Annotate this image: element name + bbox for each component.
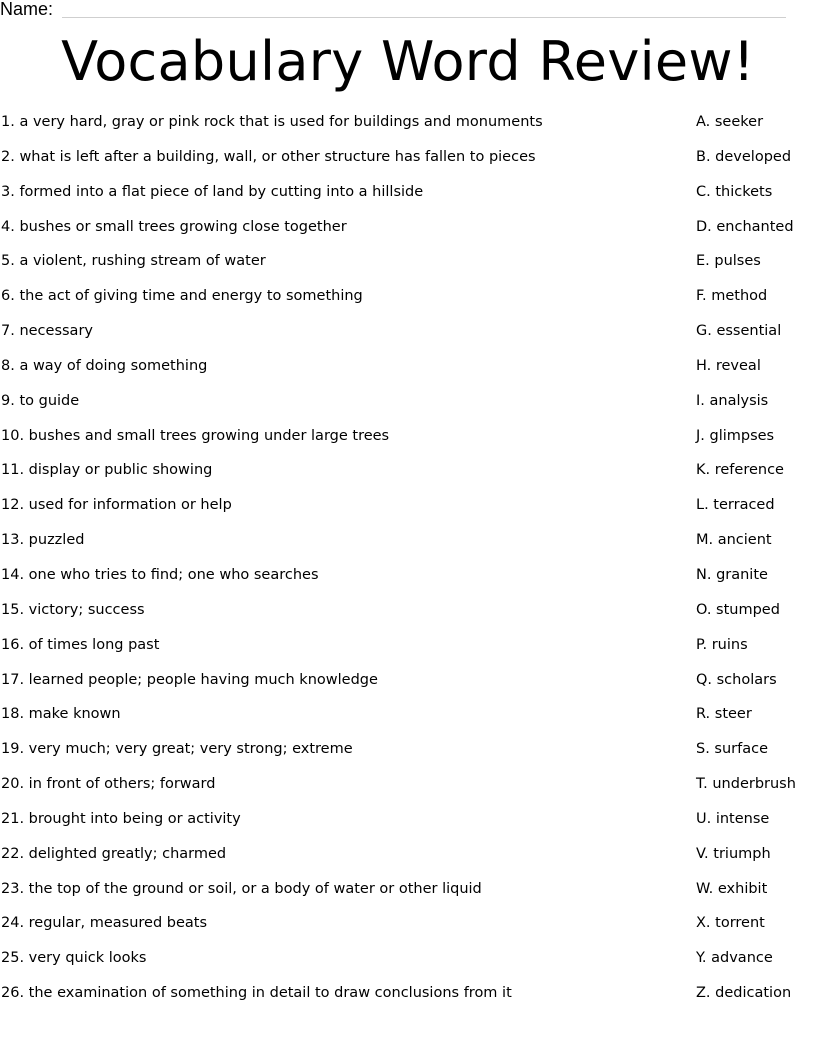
- answer-option: C. thickets: [696, 183, 773, 200]
- clue-item: 2. what is left after a building, wall, or other structure has fallen to pieces: [1, 148, 536, 165]
- clue-item: 6. the act of giving time and energy to something: [1, 288, 363, 305]
- clue-item: 4. bushes or small trees growing close together: [1, 218, 347, 235]
- matching-row: [0, 840, 816, 875]
- matching-row: [0, 631, 816, 666]
- answer-option: J. glimpses: [696, 427, 775, 444]
- matching-row: [0, 944, 816, 979]
- matching-row: [0, 282, 816, 317]
- matching-row: [0, 770, 816, 805]
- clue-item: 14. one who tries to find; one who searches: [1, 566, 319, 583]
- answer-option: W. exhibit: [696, 880, 768, 897]
- name-label: Name:: [0, 0, 54, 19]
- answer-option: M. ancient: [696, 532, 772, 549]
- answer-option: U. intense: [696, 810, 770, 827]
- answer-option: V. triumph: [696, 845, 771, 862]
- matching-row: [0, 178, 816, 213]
- clue-item: 1. a very hard, gray or pink rock that is used for buildings and monuments: [1, 114, 543, 130]
- matching-row: [0, 108, 816, 143]
- name-field[interactable]: [0, 0, 790, 20]
- matching-row: [0, 526, 816, 561]
- answer-option: O. stumped: [696, 601, 780, 618]
- matching-row: [0, 875, 816, 910]
- answer-option: S. surface: [696, 741, 769, 758]
- matching-row: [0, 387, 816, 422]
- answer-option: H. reveal: [696, 357, 761, 374]
- matching-row: [0, 700, 816, 735]
- answer-option: Z. dedication: [696, 985, 792, 1002]
- clue-item: 10. bushes and small trees growing under large trees: [1, 427, 390, 444]
- matching-row: [0, 247, 816, 282]
- answer-option: B. developed: [696, 148, 792, 165]
- clue-item: 26. the examination of something in detail to draw conclusions from it: [1, 985, 512, 1002]
- clue-item: 23. the top of the ground or soil, or a body of water or other liquid: [1, 880, 482, 897]
- clue-item: 11. display or public showing: [1, 462, 213, 479]
- answer-option: R. steer: [696, 706, 752, 723]
- matching-row: [0, 805, 816, 840]
- name-blank-line[interactable]: [62, 17, 786, 18]
- clue-item: 3. formed into a flat piece of land by cutting into a hillside: [1, 183, 424, 200]
- matching-row: [0, 735, 816, 770]
- matching-row: [0, 666, 816, 701]
- matching-row: [0, 491, 816, 526]
- answer-option: Y. advance: [696, 950, 773, 967]
- answer-option: Q. scholars: [696, 671, 777, 688]
- matching-row: [0, 979, 816, 1014]
- clue-item: 25. very quick looks: [1, 950, 147, 967]
- page-title: Vocabulary Word Review!: [61, 30, 755, 93]
- clue-item: 5. a violent, rushing stream of water: [1, 253, 266, 270]
- clue-item: 21. brought into being or activity: [1, 810, 241, 827]
- clue-item: 15. victory; success: [1, 601, 145, 618]
- clue-item: 20. in front of others; forward: [1, 776, 216, 793]
- answer-option: L. terraced: [696, 497, 775, 514]
- clue-item: 8. a way of doing something: [1, 357, 208, 374]
- clue-item: 22. delighted greatly; charmed: [1, 845, 227, 862]
- answer-option: D. enchanted: [696, 218, 794, 235]
- matching-row: [0, 596, 816, 631]
- clue-item: 19. very much; very great; very strong; extreme: [1, 741, 353, 758]
- answer-option: K. reference: [696, 462, 784, 479]
- matching-row: [0, 143, 816, 178]
- clue-item: 17. learned people; people having much knowledge: [1, 671, 378, 688]
- matching-row: [0, 422, 816, 457]
- matching-row: [0, 909, 816, 944]
- clue-item: 13. puzzled: [1, 532, 85, 549]
- clue-item: 7. necessary: [1, 323, 93, 340]
- answer-option: F. method: [696, 288, 768, 305]
- answer-option: A. seeker: [696, 114, 764, 130]
- clue-item: 16. of times long past: [1, 636, 160, 653]
- answer-option: P. ruins: [696, 636, 748, 653]
- matching-row: [0, 561, 816, 596]
- clue-item: 24. regular, measured beats: [1, 915, 208, 932]
- matching-row: [0, 317, 816, 352]
- matching-row: [0, 352, 816, 387]
- clue-item: 18. make known: [1, 706, 121, 723]
- answer-option: I. analysis: [696, 392, 769, 409]
- matching-row: [0, 456, 816, 491]
- clue-item: 9. to guide: [1, 392, 80, 409]
- matching-list: [0, 108, 816, 1014]
- answer-option: T. underbrush: [696, 776, 796, 793]
- matching-row: [0, 213, 816, 248]
- answer-option: E. pulses: [696, 253, 761, 270]
- clue-item: 12. used for information or help: [1, 497, 232, 514]
- answer-option: X. torrent: [696, 915, 765, 932]
- answer-option: N. granite: [696, 566, 768, 583]
- answer-option: G. essential: [696, 323, 782, 340]
